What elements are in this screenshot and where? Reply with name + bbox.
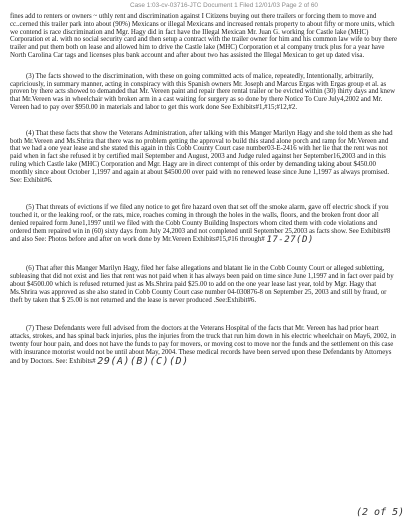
handwritten-page-mark: (2 of 5) [356, 507, 405, 518]
paragraph-text: and she told them as she had both Mr.Vereen and Ms.Shrira that there was no problem getting the approval to build this stand alone porch and ramp for Mr.Vereen and that we had a one year lease and she stated this again in this Cobb County Court case number03-E-2416 with her lie that the rent was not paid when in fact she refused it by certified mail September and August, 2003 and Judge ruled against her September16,2003 and in this ruling which Castle lake (MHC) Corporation and Mgr. Hagy are in direct contempt of this order by demanding taking about $450.00 monthly since about October 1,1997 and again at about $4500.00 over paid with no renewed lease since June 1,1997 as always promised. See: Exhibit#6. [10, 129, 393, 184]
paragraph-1 [10, 13, 398, 60]
handwritten-exhibit-note: 17-27(D) [266, 234, 314, 245]
document-body [10, 13, 398, 365]
paragraph-text: Intentionally, arbitrarily, capriciously, in summary manner, acting in conspiracy with this Spanish owners Mr. Joseph and Marcus Ergas with Ergas group et al. as proven by there acts showed to demanded that Mr. Vereen paint and repair there rental trailer or be evicted within (30) thirty days and knew that Mr.Vereen was in wheelchair with broken arm in a cast waiting for surgery as so done by there Notice To Cure July4,2002 and Mr. Vereen had to pay over $950.00 in materials and labor to get this work done See Exhibits#1,#15;#12,#2. [10, 72, 396, 111]
paragraph-lead: (6) That after this Manger Marilyn Hagy, filed her false allegations and blatant lie in the Cobb County [26, 265, 308, 273]
paragraph-lead: (3) The facts showed to the discrimination, with these on going committed acts of malice, repeatedly, [26, 72, 305, 80]
paragraph-6 [10, 265, 398, 304]
handwritten-exhibit-note: 29(A)(B)(C)(D) [97, 355, 189, 367]
paragraph-text: gave off electric shock if you touched it, or the leaking roof, or the rats, mice, roaches coming in through the holes in the walls, floors, and the broken front door all denied repaired form June1,1997 until we filed with the Cobb County Building Inspectors whom cited them with code violations and ordered them repaired win in (60) sixty days from July 24,2003 and not completed until September 25,2003 as facts show. See Exhibits#8 and also See: Photos before and after on work done by Mr.Vereen Exhibits#15,#16 through# [10, 204, 391, 243]
paragraph-lead: (7) These Defendants were full advised from the doctors at the Veterans Hospital of the facts that Mr. [26, 325, 305, 333]
paragraph-3 [10, 73, 398, 112]
paragraph-text: fines add to renters or owners ~ uthly rent and discrimination against I Citizens buying out there trailers or forcing them to move and cc..cerned this trailer park into about (90%) Mexicans or illegal Mexicans and increased rentals property to about fifty or more units, which we contend is race discrimination and Mgr. Hagy did in fact have the Illegal Mexican Mr. Juan G. working for Castle lake (MHC) Corporation et al. with no social security card and then setup a contract with the trailer owner for him and his common law wife to buy there trailer and put them both on lease and allowed him to drive the Castle lake (MHC) Corporation et al company truck plus for a year have North Carolina Car tags and licenses plus bank account and after about two has assisted the Illegal Mexican to get up dated visa. [10, 13, 398, 59]
paragraph-7 [10, 325, 398, 365]
paragraph-5 [10, 204, 398, 243]
paragraph-text: Vereen has had prior heart attacks, strokes, and has spinal back injuries, plus the injuries from the truck that run him down in his electric wheelchair on May6, 2002, in twenty four hour pain, and does not have the funds to pay for movers, or moving cost to move nor the funds and the settlement on this case with insurance motorist would not be until about May, 2004. These medical records have been served upon these Defendants by Attorneys and by Doctors. See: Exhibits# [10, 325, 396, 365]
page-header: Case 1:03-cv-03716-JTC Document 1 Filed 12/01/03 Page 2 of 60 [130, 2, 318, 9]
paragraph-4 [10, 130, 398, 185]
paragraph-lead: (4) That these facts that show the Veterans Administration, after talking with this Manger Marilyn Hagy [26, 129, 313, 137]
paragraph-text: Court or alleged subletting, subleasing that did not exist and lies that rent was not paid when it has always been paid on time since June 1,1997 and in fact over paid by about $4500.00 which is refused returned just as Ms.Shrira paid $25.00 to add on the one year lease last year, told by Mgr. Hagy that Ms.Shrira was approved as she also stated in Cobb County Court case number 04-030876-8 on September 25, 2003 and still by fraud, or theft by taken that $ 25.00 is not returned and the lease is never produced .See:Exhibit#6. [10, 265, 394, 304]
paragraph-lead: (5) That threats of evictions if we filed any notice to get fire hazard oven that set off the smoke alarm, [26, 204, 307, 212]
